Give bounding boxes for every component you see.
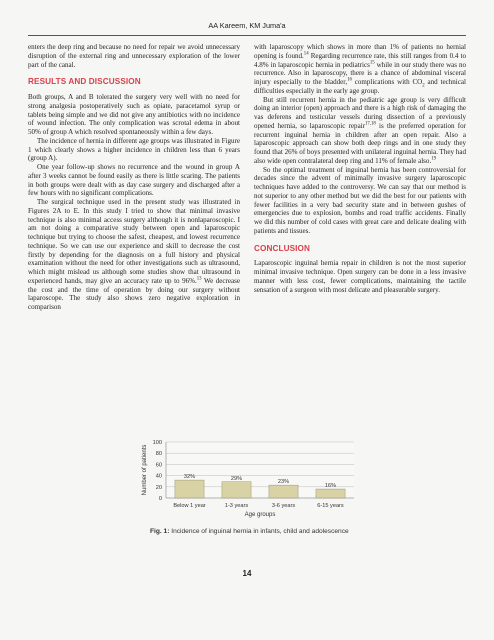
bar — [175, 480, 204, 498]
paragraph: enters the deep ring and because no need for repair we avoid unnecessary disruption of the external ring and unnecessary exploration of the lower part of the canal. — [28, 43, 240, 69]
y-tick-label: 0 — [158, 496, 162, 502]
left-column — [28, 43, 240, 312]
bar — [316, 489, 345, 498]
y-tick-label: 40 — [155, 473, 162, 480]
running-header: AA Kareem, KM Juma'a — [208, 21, 286, 30]
y-axis-title: Number of patients — [142, 444, 148, 496]
paragraph: One year follow-up shows no recurrence and the wound in group A after 3 weeks cannot be found easily as there is little scaring. The patients in both groups were dealt with as day case surgery and discharged after a few hours with no significant complications. — [28, 163, 240, 198]
data-label: 16% — [324, 483, 337, 490]
bar — [222, 482, 251, 498]
paragraph: So the optimal treatment of inguinal hernia has been controversial for decades since the advent of minimally invasive surgery laparoscopic techniques have added to the controversy. We can say that our method is not superior to any other method but we did the best for our patients with fewer facilities in a very bad security state and in between gushes of emergencies due to explosion, bombs and road traffic accidents. Finally we did this number of cold cases with great care and delicate dealing with patients and tissues. — [254, 165, 466, 235]
citation: 19 — [431, 156, 437, 162]
citation: 17,18 — [365, 121, 376, 127]
x-tick-label: Below 1 year — [173, 503, 206, 509]
header-rule — [28, 35, 466, 36]
citation: 13 — [196, 276, 202, 282]
paragraph: Laparoscopic inguinal hernia repair in children is not the most superior minimal invasive technique. Open surgery can be done in a less invasive manner with less cost, fewer complications, maintaining the tactile sensation of a surgeon with most delicate and pleasurable surgery. — [254, 259, 466, 294]
paragraph: The incidence of hernia in different age groups was illustrated in Figure 1 which clearly shows a higher incidence in children less than 6 years (group A). — [28, 136, 240, 163]
x-axis-title: Age groups — [244, 512, 276, 518]
paragraph: The surgical technique used in the present study was illustrated in Figures 2A to E. In this study I tried to show that minimal invasive technique is also minimal access surgery although it is nonlaparoscopic. I am not doing a comparative study between open and laparoscopic technique but trying to choose the safest, cheapest, and lowest recurrence technique. So we can use our experience and skill to decrease the cost firstly by depending for the diagnosis on a full history and physical examination without the need for other investigations such as ultrasound, which might mislead us although some studies show that ultrasound in experienced hands, may give an accuracy rate up to 96%.$^{13}$ We decrease the cost and the time of operation by doing our surgery without laparoscope. The study also shows zero negative exploration in comparison — [28, 198, 240, 311]
y-tick-label: 60 — [155, 462, 162, 469]
x-tick-label: 1-3 years — [224, 503, 249, 509]
x-tick-label: 3-6 years — [271, 503, 296, 509]
x-tick-label: 6-15 years — [317, 503, 344, 509]
citation: 16 — [347, 77, 352, 83]
y-tick-label: 100 — [152, 440, 162, 446]
paragraph: with laparoscopy which shows in more than 1% of patients no hernial opening is found.$^{14}$ Regarding recurrence rate, this still ranges from 0.4 to 4.8% in laparoscopic hernia in pediatrics$^{15}$ while in our study there was no recurrence. Also in laparoscopy, there is a chance of abdominal visceral injury especially to the bladder,$^{16}$ complications with $CO_2$ and technical difficulties especially in the early age group. — [254, 43, 466, 95]
y-tick-label: 20 — [155, 484, 162, 491]
section-heading-results: RESULTS AND DISCUSSION — [28, 77, 141, 87]
page-number: 14 — [242, 569, 252, 578]
y-tick-label: 80 — [155, 451, 162, 458]
figure-caption: Fig. 1: Incidence of inguinal hernia in infants, child and adolescence — [150, 528, 349, 535]
data-label: 29% — [230, 475, 243, 482]
bar — [269, 485, 298, 498]
right-column — [254, 43, 466, 294]
data-label: 23% — [277, 479, 290, 486]
figure-1 — [138, 438, 358, 524]
citation: 14 — [303, 51, 309, 57]
citation: 15 — [369, 60, 375, 66]
section-heading-conclusion: CONCLUSION — [254, 243, 311, 253]
paragraph: But still recurrent hernia in the pediatric age group is very difficult doing an interior (open) approach and there is a high risk of damaging the vas deferens and testicular vessels during dissection of a previously opened hernia, so laparoscopic repair$^{17,18}$ is the preferred operation for recurrent inguinal hernia in children after an open repair. Also a laparoscopic approach can show both deep rings and in one study they found that 26% of boys presented with unilateral inguinal hernia. They had also wide open contralateral deep ring and 11% of female also.$^{19}$ — [254, 95, 466, 165]
data-label: 32% — [183, 474, 196, 481]
bar-chart — [138, 438, 358, 524]
paragraph: Both groups, A and B tolerated the surgery very well with no need for strong analgesia postoperatively such as opiate, paracetamol syrup or tablets being simple and we did not give any antibiotics with no incidence of wound infection. The only complication was scrotal edema in about 50% of group A which resolved spontaneously within a few days. — [28, 93, 240, 136]
